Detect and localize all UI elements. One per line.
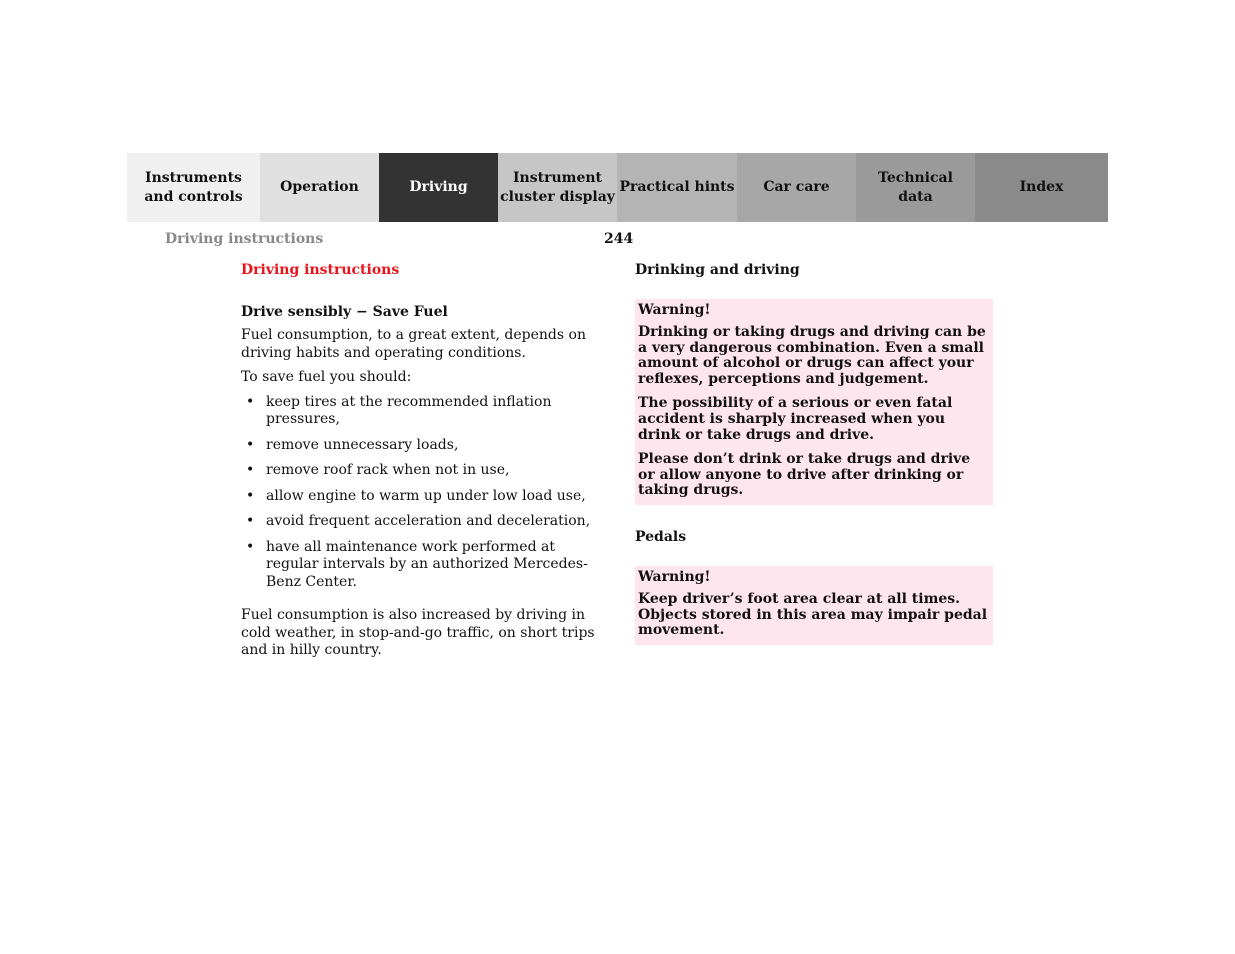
bullet-icon: • xyxy=(246,393,255,410)
bullet-icon: • xyxy=(246,513,255,529)
bullet-icon: • xyxy=(246,436,255,453)
tab-instrument-cluster-display[interactable]: Instrument cluster display xyxy=(498,153,617,222)
tab-technical-data[interactable]: Technical data xyxy=(856,153,975,222)
warning-paragraph: Drinking or taking drugs and driving can be a very dangerous combination. Even a small amount of alcohol or drugs can affect your reflexes, perceptions and judgement. xyxy=(638,324,986,387)
closing-paragraph: Fuel consumption is also increased by driving in cold weather, in stop-and-go traffic, on short trips and in hilly country. xyxy=(241,607,595,658)
fuel-tips-list xyxy=(241,394,606,592)
tab-index[interactable]: Index xyxy=(975,153,1108,222)
chapter-nav xyxy=(127,153,1108,222)
warning-title: Warning! xyxy=(638,568,711,585)
drinking-and-driving-heading: Drinking and driving xyxy=(635,262,800,278)
page-number: 244 xyxy=(604,231,634,247)
warning-paragraph: Please don’t drink or take drugs and drive or allow anyone to drive after drinking or taking drugs. xyxy=(638,451,971,499)
running-header-section: Driving instructions xyxy=(165,231,324,247)
list-item: • avoid frequent acceleration and deceleration, xyxy=(246,513,591,529)
bullet-icon: • xyxy=(246,538,255,555)
list-item: • allow engine to warm up under low load use, xyxy=(246,487,586,504)
tab-car-care[interactable]: Car care xyxy=(737,153,856,222)
bullet-icon: • xyxy=(246,487,255,504)
warning-paragraph: The possibility of a serious or even fatal accident is sharply increased when you drink or take drugs and drive. xyxy=(638,395,953,443)
list-item: • remove roof rack when not in use, xyxy=(246,462,510,478)
lead-paragraph: To save fuel you should: xyxy=(241,369,412,385)
warning-title: Warning! xyxy=(638,302,711,318)
section-title: Driving instructions xyxy=(241,262,400,278)
list-item: • remove unnecessary loads, xyxy=(246,436,459,453)
list-item: • keep tires at the recommended inflation pressures, xyxy=(246,393,552,427)
right-column xyxy=(635,262,993,669)
tab-instruments-and-controls[interactable]: Instruments and controls xyxy=(127,153,260,222)
warning-box-pedals xyxy=(635,566,993,645)
subheading-save-fuel: Drive sensibly − Save Fuel xyxy=(241,304,448,320)
list-item: • have all maintenance work performed at regular intervals by an authorized Mercedes-Benz Center. xyxy=(246,538,588,590)
tab-operation[interactable]: Operation xyxy=(260,153,379,222)
bullet-icon: • xyxy=(246,462,255,478)
intro-paragraph: Fuel consumption, to a great extent, depends on driving habits and operating conditions. xyxy=(241,327,586,361)
tab-driving[interactable]: Driving xyxy=(379,153,498,222)
warning-box-drinking xyxy=(635,299,993,505)
pedals-heading: Pedals xyxy=(635,528,687,545)
warning-paragraph: Keep driver’s foot area clear at all times. Objects stored in this area may impair pedal movement. xyxy=(638,590,988,639)
tab-practical-hints[interactable]: Practical hints xyxy=(617,153,737,222)
left-column xyxy=(241,262,606,667)
